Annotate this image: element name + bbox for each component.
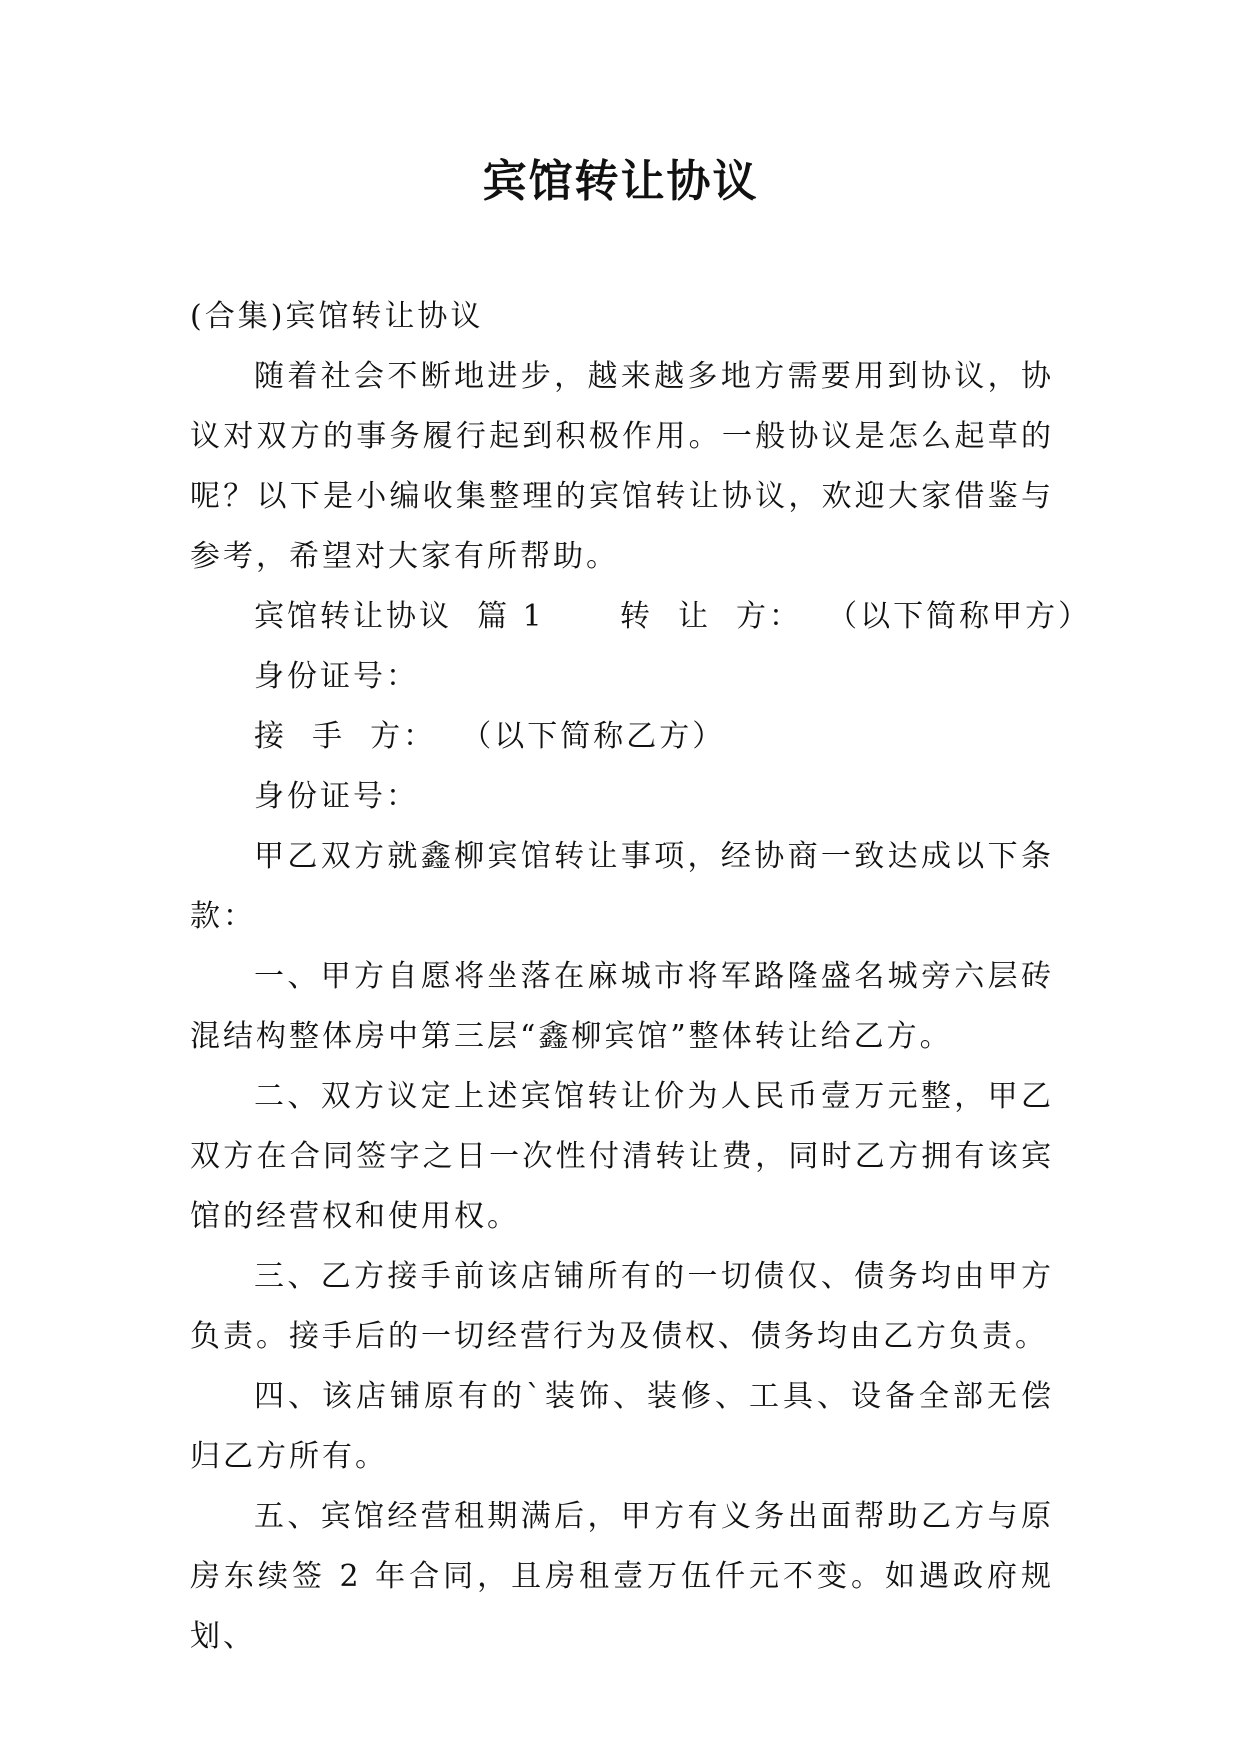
agreement-intro: 甲乙双方就鑫柳宾馆转让事项，经协商一致达成以下条款：	[190, 839, 1054, 934]
clause-2: 二、双方议定上述宾馆转让价为人民币壹万元整，甲乙双方在合同签字之日一次性付清转让费，同时乙方拥有该宾馆的经营权和使用权。	[190, 1079, 1054, 1234]
transferor-id-label: 身份证号：	[254, 659, 419, 694]
receiver-id-label: 身份证号：	[254, 779, 419, 814]
clause-4: 四、该店铺原有的`装饰、装修、工具、设备全部无偿归乙方所有。	[190, 1379, 1054, 1474]
clause-5: 五、宾馆经营租期满后，甲方有义务出面帮助乙方与原房东续签 2 年合同，且房租壹万伍仟元不变。如遇政府规划、	[190, 1499, 1054, 1654]
document-title: 宾馆转让协议	[482, 156, 759, 207]
intro-paragraph: 随着社会不断地进步，越来越多地方需要用到协议，协议对双方的事务履行起到积极作用。一般协议是怎么起草的呢？以下是小编收集整理的宾馆转让协议，欢迎大家借鉴与参考，希望对大家有所帮助。	[190, 359, 1054, 574]
receiver-line: 接 手 方： （以下简称乙方）	[254, 719, 726, 754]
document-body	[190, 287, 1092, 1667]
subtitle-line: (合集)宾馆转让协议	[190, 299, 484, 334]
clause-3: 三、乙方接手前该店铺所有的一切债仅、债务均由甲方负责。接手后的一切经营行为及债权、债务均由乙方负责。	[190, 1259, 1054, 1354]
clause-1: 一、甲方自愿将坐落在麻城市将军路隆盛名城旁六层砖混结构整体房中第三层“鑫柳宾馆”整体转让给乙方。	[190, 959, 1054, 1054]
section-heading: 宾馆转让协议 篇 1 转 让 方： （以下简称甲方）	[254, 599, 1092, 634]
